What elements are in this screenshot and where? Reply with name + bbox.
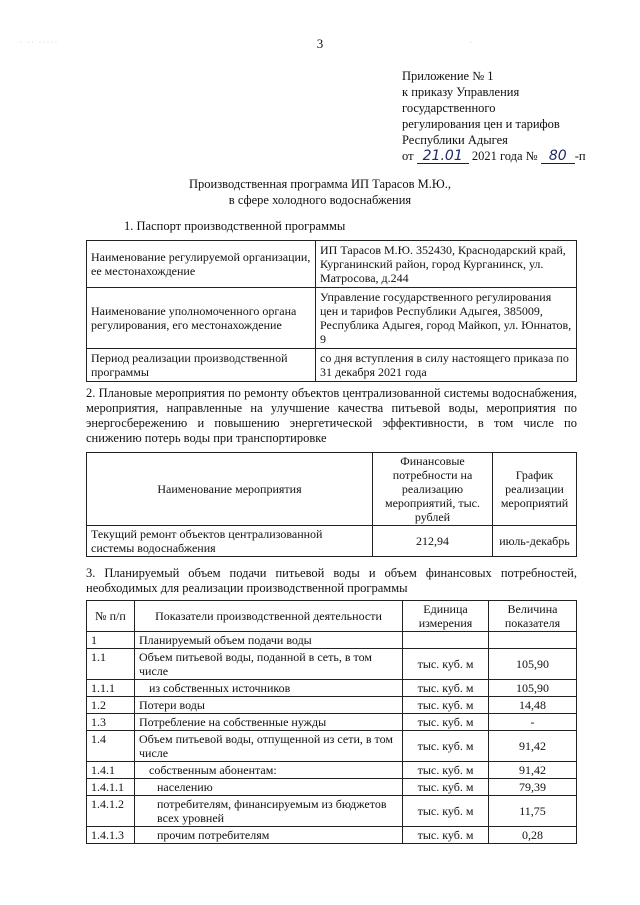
indicator-unit: тыс. куб. м: [403, 827, 489, 844]
indicator-unit: тыс. куб. м: [403, 680, 489, 697]
appendix-line: государственного: [402, 101, 496, 115]
passport-value: ИП Тарасов М.Ю. 352430, Краснодарский край, Курганинский район, город Курганинск, ул. Матросова, д.244: [316, 241, 577, 288]
program-title-line1: Производственная программа ИП Тарасов М.Ю.,: [189, 177, 451, 191]
handwritten-order-number: 80: [541, 149, 575, 164]
indicator-value: 14,48: [489, 697, 577, 714]
table-row: [87, 349, 577, 382]
date-suffix: 2021 года №: [471, 149, 538, 163]
table-row: [87, 779, 577, 796]
row-number: 1.2: [87, 697, 135, 714]
volume-table: [86, 600, 577, 844]
indicator-value: 79,39: [489, 779, 577, 796]
indicator-unit: тыс. куб. м: [403, 762, 489, 779]
indicator-unit: тыс. куб. м: [403, 697, 489, 714]
table-row: [87, 714, 577, 731]
table-row: [87, 632, 577, 649]
section2-text: 2. Плановые мероприятия по ремонту объектов централизованной системы водоснабжения, мероприятия, направленные на улучшение качества питьевой воды, мероприятия по энергосбережению и повышению энергетической эффективности, в том числе по снижению потерь воды при транспортировке: [86, 386, 577, 445]
indicator-value: 105,90: [489, 649, 577, 680]
appendix-date-line: [402, 148, 586, 164]
appendix-line: к приказу Управления: [402, 85, 520, 99]
section3-text: 3. Планируемый объем подачи питьевой воды и объем финансовых потребностей, необходимых для реализации производственной программы: [86, 566, 577, 595]
row-number: 1.4.1.2: [87, 796, 135, 827]
indicator-value: -: [489, 714, 577, 731]
column-header: № п/п: [87, 601, 135, 632]
scan-artifact: ·: [470, 40, 472, 46]
indicator-unit: тыс. куб. м: [403, 731, 489, 762]
passport-value: Управление государственного регулирования цен и тарифов Республики Адыгея, 385009, Республика Адыгея, город Майкоп, ул. Юннатов, 9: [316, 288, 577, 349]
indicator-unit: тыс. куб. м: [403, 649, 489, 680]
indicator-name: Потери воды: [135, 697, 403, 714]
row-number: 1.4.1.1: [87, 779, 135, 796]
table-row: [87, 649, 577, 680]
table-row: [87, 680, 577, 697]
row-number: 1.4.1: [87, 762, 135, 779]
indicator-name: населению: [135, 779, 403, 796]
date-prefix: от: [402, 149, 414, 163]
indicator-value: [489, 632, 577, 649]
program-title: [0, 176, 640, 208]
column-header: Единица измерения: [403, 601, 489, 632]
passport-value: со дня вступления в силу настоящего приказа по 31 декабря 2021 года: [316, 349, 577, 382]
indicator-value: 91,42: [489, 731, 577, 762]
number-suffix: -п: [574, 149, 586, 163]
column-header: Финансовые потребности на реализацию мероприятий, тыс. рублей: [373, 453, 493, 526]
section1-heading: 1. Паспорт производственной программы: [124, 219, 346, 233]
column-header: Наименование мероприятия: [87, 453, 373, 526]
appendix-line: регулирования цен и тарифов: [402, 117, 560, 131]
table-row: [87, 288, 577, 349]
measures-table: [86, 452, 577, 557]
measure-schedule: июль-декабрь: [493, 526, 577, 557]
row-number: 1.1.1: [87, 680, 135, 697]
row-number: 1.4.1.3: [87, 827, 135, 844]
table-header-row: [87, 453, 577, 526]
column-header: Показатели производственной деятельности: [135, 601, 403, 632]
program-title-line2: в сфере холодного водоснабжения: [228, 193, 412, 207]
column-header: График реализации мероприятий: [493, 453, 577, 526]
table-header-row: [87, 601, 577, 632]
table-row: [87, 697, 577, 714]
table-row: [87, 526, 577, 557]
passport-label: Наименование регулируемой организации, ее местонахождение: [87, 241, 316, 288]
indicator-name: Планируемый объем подачи воды: [135, 632, 403, 649]
indicator-unit: тыс. куб. м: [403, 779, 489, 796]
table-row: [87, 241, 577, 288]
column-header: Величина показателя: [489, 601, 577, 632]
passport-table: [86, 240, 577, 382]
table-row: [87, 762, 577, 779]
measure-name: Текущий ремонт объектов централизованной системы водоснабжения: [87, 526, 373, 557]
indicator-unit: тыс. куб. м: [403, 714, 489, 731]
table-row: [87, 731, 577, 762]
indicator-value: 91,42: [489, 762, 577, 779]
passport-label: Наименование уполномоченного органа регулирования, его местонахождение: [87, 288, 316, 349]
row-number: 1: [87, 632, 135, 649]
indicator-name: Объем питьевой воды, отпущенной из сети, в том числе: [135, 731, 403, 762]
indicator-unit: [403, 632, 489, 649]
indicator-name: из собственных источников: [135, 680, 403, 697]
indicator-unit: тыс. куб. м: [403, 796, 489, 827]
scan-artifact: · ·· ·····: [20, 40, 59, 46]
table-row: [87, 796, 577, 827]
indicator-name: потребителям, финансируемым из бюджетов всех уровней: [135, 796, 403, 827]
page-number: 3: [316, 36, 324, 51]
passport-label: Период реализации производственной программы: [87, 349, 316, 382]
indicator-value: 105,90: [489, 680, 577, 697]
indicator-name: прочим потребителям: [135, 827, 403, 844]
measure-amount: 212,94: [373, 526, 493, 557]
appendix-line: Республики Адыгея: [402, 133, 508, 147]
row-number: 1.4: [87, 731, 135, 762]
row-number: 1.3: [87, 714, 135, 731]
handwritten-date: 21.01: [417, 149, 469, 164]
indicator-value: 0,28: [489, 827, 577, 844]
row-number: 1.1: [87, 649, 135, 680]
indicator-name: Объем питьевой воды, поданной в сеть, в том числе: [135, 649, 403, 680]
indicator-name: собственным абонентам:: [135, 762, 403, 779]
appendix-block: [402, 68, 586, 164]
indicator-name: Потребление на собственные нужды: [135, 714, 403, 731]
indicator-value: 11,75: [489, 796, 577, 827]
table-row: [87, 827, 577, 844]
appendix-line: Приложение № 1: [402, 69, 494, 83]
